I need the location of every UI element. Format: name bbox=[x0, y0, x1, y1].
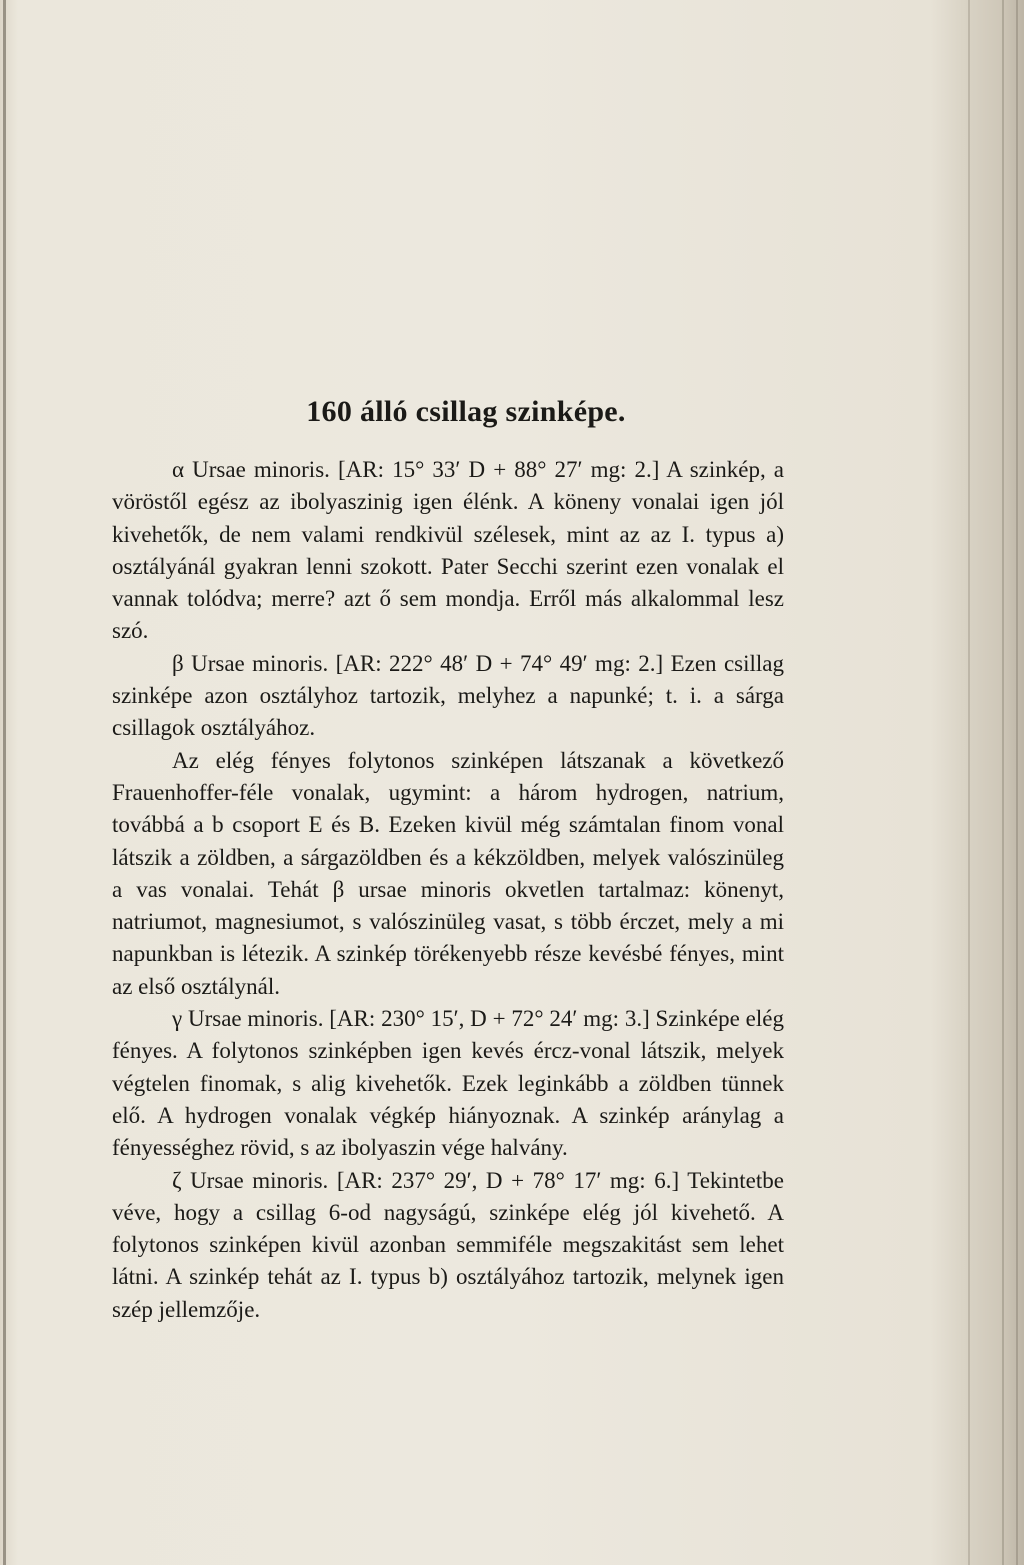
page-fold-line bbox=[968, 0, 970, 1565]
paragraph-beta-spectrum-lines: Az elég fényes folytonos szinképen látszanak a következő Frauenhoffer-féle vonalak, ugymint: a három hydrogen, natrium, továbbá a b csoport E és B. Ezeken kivül még számtalan finom vonal látszik a zöldben, a sárgazöldben és a kékzöldben, melyek valószinüleg a vas vonalai. Tehát β ursae minoris okvetlen tartalmaz: könenyt, natriumot, magnesiumot, s valószinüleg vasat, s több érczet, mely a mi napunkban is létezik. A szinkép törékenyebb része kevésbé fényes, mint az első osztálynál. bbox=[112, 747, 784, 999]
paragraph-alpha-ursae-minoris: α Ursae minoris. [AR: 15° 33′ D + 88° 27′ mg: 2.] A szinkép, a vöröstől egész az ibolyaszinig igen élénk. A köneny vonalai igen jól kivehetők, de nem valami rendkivül szélesek, mint az az I. typus a) osztályánál gyakran lenni szokott. Pater Secchi szerint ezen vonalak el vannak tolódva; merre? azt ő sem mondja. Erről más alkalommal lesz szó. bbox=[112, 457, 784, 644]
page-fold-line bbox=[1002, 0, 1004, 1565]
page-text bbox=[112, 392, 784, 1326]
page-edge-shadow bbox=[3, 0, 6, 1565]
paragraph-zeta-ursae-minoris: ζ Ursae minoris. [AR: 237° 29′, D + 78° 17′ mg: 6.] Tekintetbe véve, hogy a csillag 6-od nagyságú, szinképe elég jól kivehető. A folytonos szinképen kivül azonban semmiféle megszakitást sem lehet látni. A szinkép tehát az I. typus b) osztályához tartozik, melynek igen szép jellemzője. bbox=[112, 1167, 784, 1322]
paragraph-gamma-ursae-minoris: γ Ursae minoris. [AR: 230° 15′, D + 72° 24′ mg: 3.] Szinképe elég fényes. A folytonos szinképben igen kevés ércz-vonal látszik, melyek végtelen finomak, s alig kivehetők. Ezek leginkább a zöldben tünnek elő. A hydrogen vonalak végkép hiányoznak. A szinkép aránylag a fényességhez rövid, s az ibolyaszin vége halvány. bbox=[112, 1006, 784, 1161]
page-fold-line bbox=[1016, 0, 1018, 1565]
paragraph-beta-ursae-minoris: β Ursae minoris. [AR: 222° 48′ D + 74° 49′ mg: 2.] Ezen csillag szinképe azon osztályhoz tartozik, melyhez a napunké; t. i. a sárga csillagok osztályához. bbox=[112, 650, 784, 741]
page-title: 160 álló csillag szinképe. bbox=[306, 395, 626, 428]
